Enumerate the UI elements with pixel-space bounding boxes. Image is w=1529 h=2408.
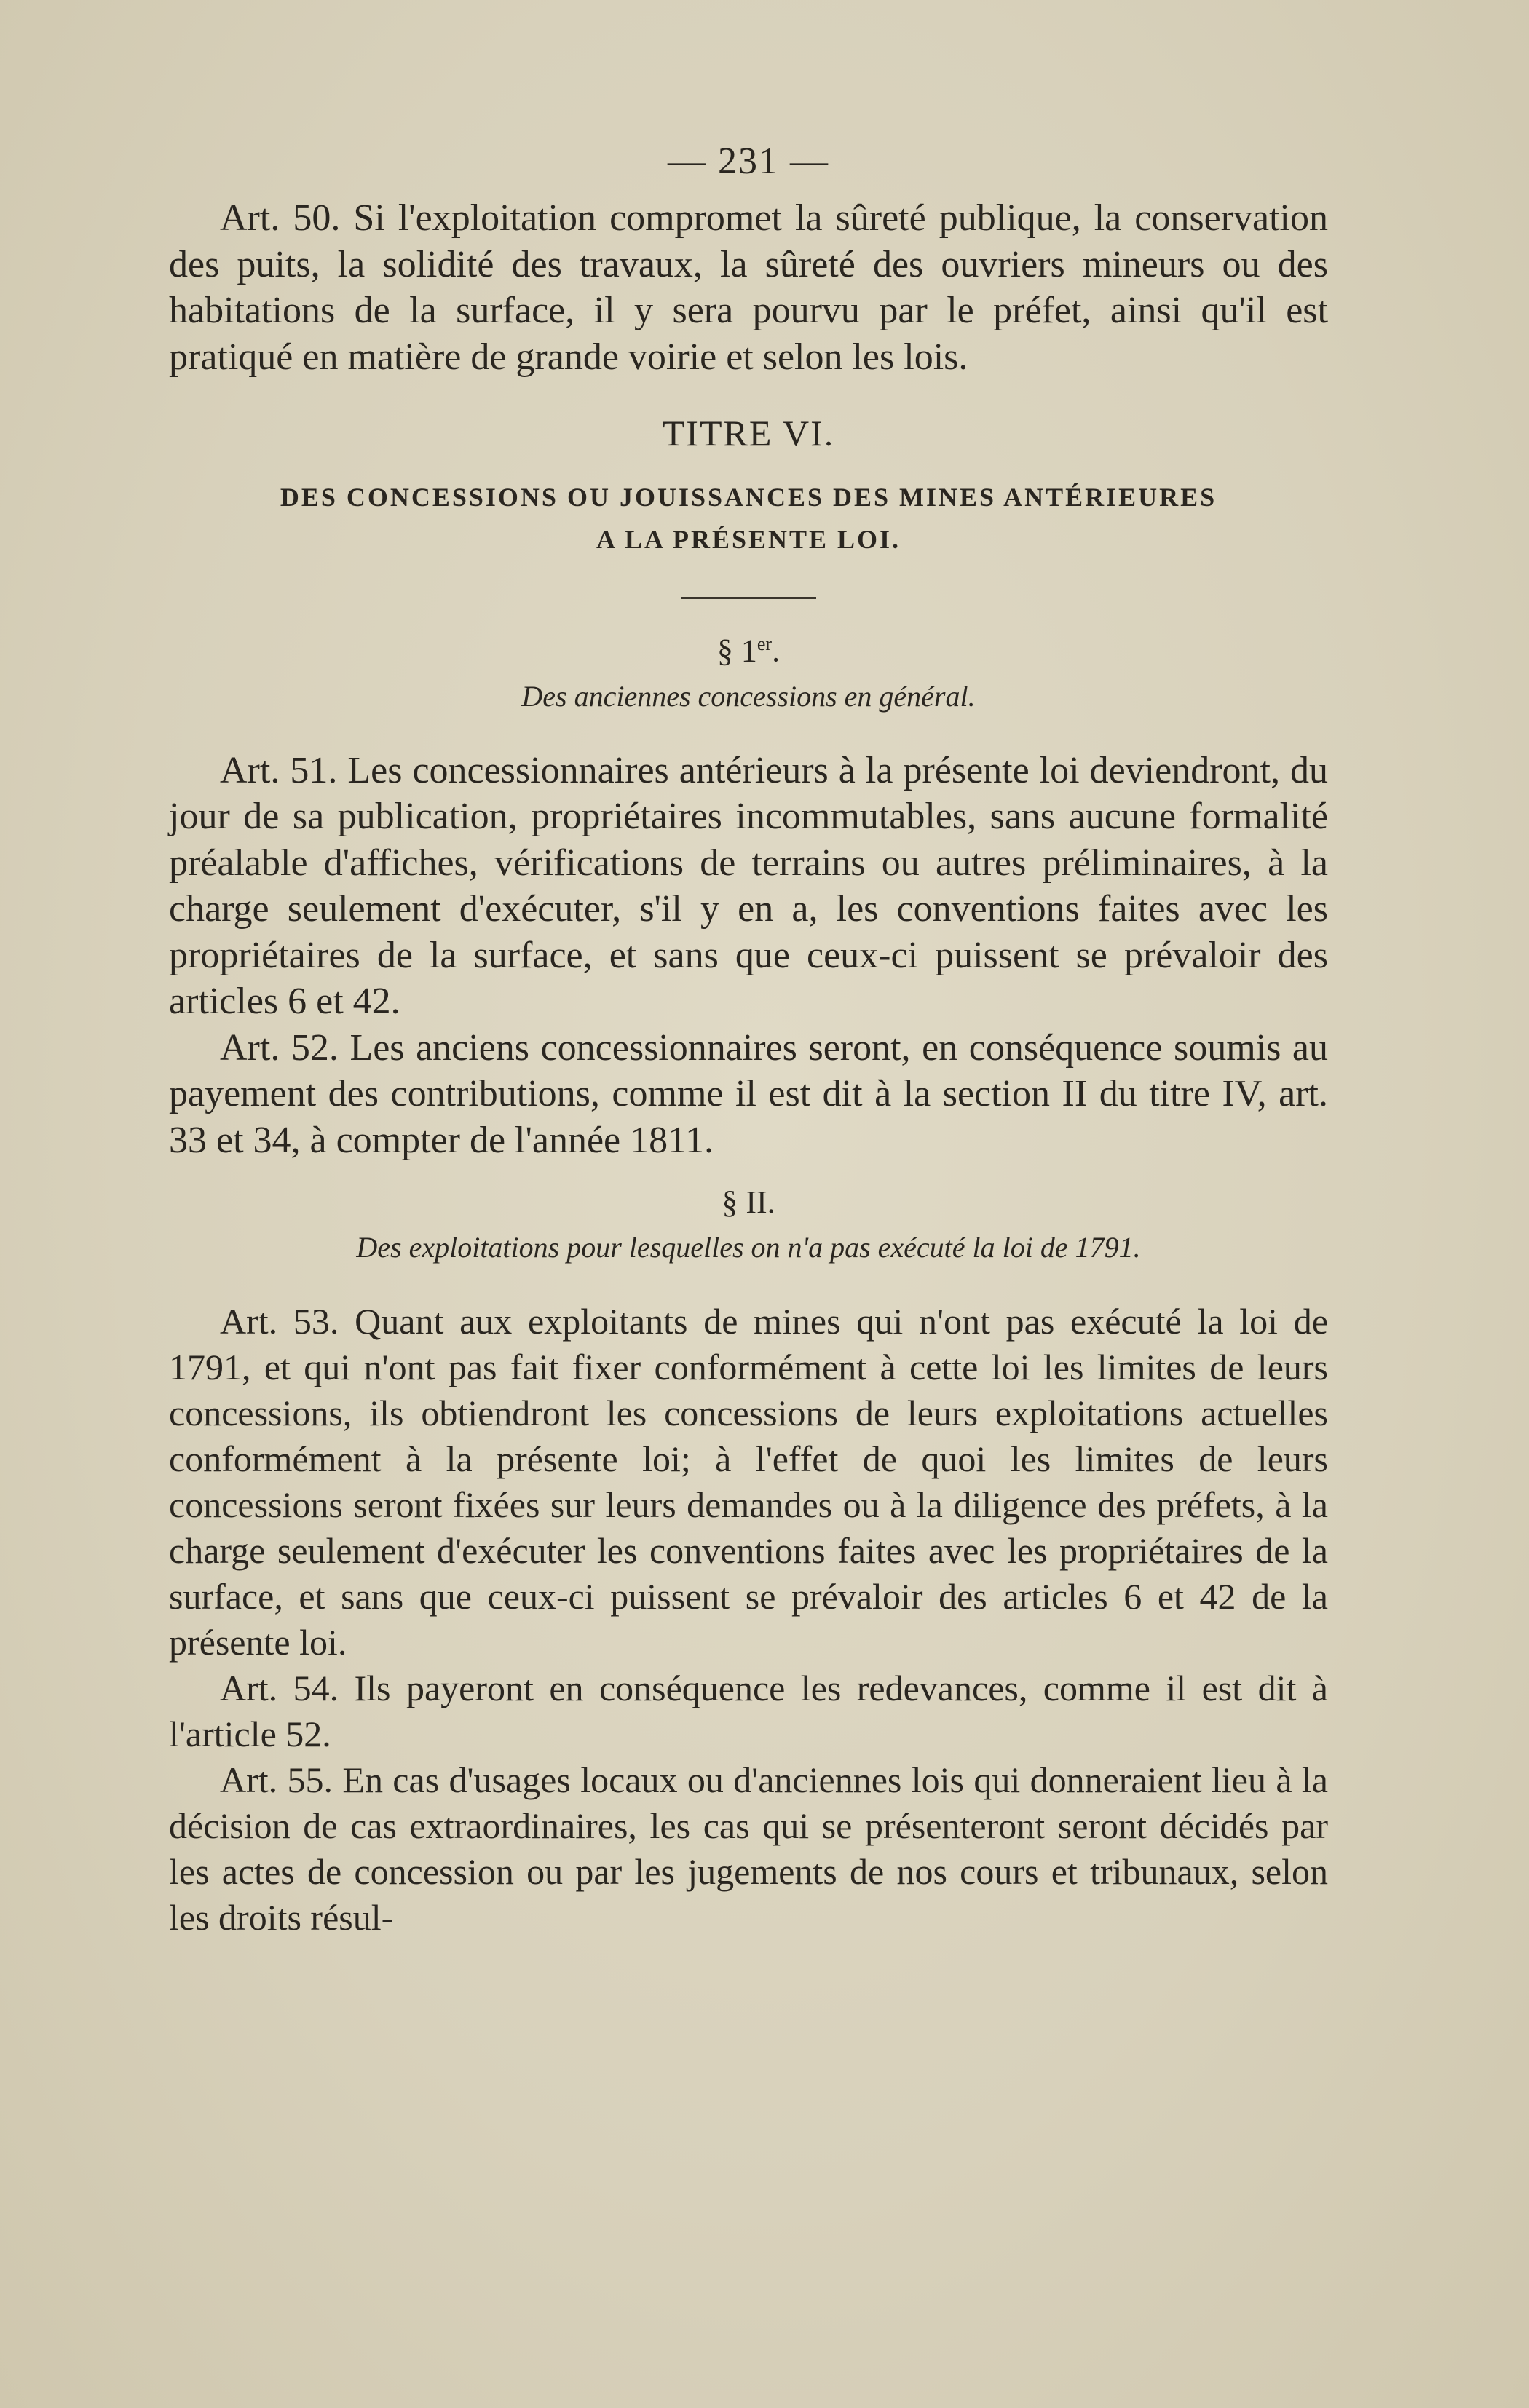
article-52: Art. 52. Les anciens concessionnaires seront, en conséquence soumis au payement des contributions, comme il est dit à la section II du titre IV, art. 33 et 34, à compter de l'année 1811. — [169, 1026, 1328, 1161]
section-1-superscript: er — [756, 633, 773, 654]
page-number: — 231 — — [668, 140, 829, 182]
titre-subtitle-line-1: DES CONCESSIONS OU JOUISSANCES DES MINES ANTÉRIEURES — [280, 483, 1217, 512]
article-53: Art. 53. Quant aux exploitants de mines qui n'ont pas exécuté la loi de 1791, et qui n'ont pas fait fixer conformément à cette loi les limites de leurs concessions, ils obtiendront les concessions de leurs exploitations actuelles conformément à la présente loi; à l'effet de quoi les limites de leurs concessions seront fixées sur leurs demandes ou à la diligence des préfets, à la charge seulement d'exécuter les conventions faites avec les propriétaires de la surface, et sans que ceux-ci puissent se prévaloir des articles 6 et 42 de la présente loi. — [169, 1301, 1328, 1663]
article-50: Art. 50. Si l'exploitation compromet la sûreté publique, la conservation des puits, la solidité des travaux, la sûreté des ouvriers mineurs ou des habitations de la surface, il y sera pourvu par le préfet, ainsi qu'il est pratiqué en matière de grande voirie et selon les lois. — [169, 197, 1328, 378]
section-2-mark: § II. — [722, 1184, 775, 1221]
section-1-period: . — [772, 633, 781, 669]
section-1-mark — [169, 621, 1328, 675]
section-1-heading: Des anciennes concessions en général. — [521, 679, 976, 713]
titre-heading: TITRE VI. — [662, 413, 835, 454]
section-1-symbol: § 1 — [716, 633, 757, 669]
section-divider-rule — [681, 597, 816, 599]
title-block — [169, 408, 1328, 561]
article-55: Art. 55. En cas d'usages locaux ou d'anciennes lois qui donneraient lieu à la décision de cas extraordinaires, les cas qui se présenteront seront décidés par les actes de concession ou par les jugements de nos cours et tribunaux, selon les droits résul- — [169, 1759, 1328, 1938]
article-54: Art. 54. Ils payeront en conséquence les redevances, comme il est dit à l'article 52. — [169, 1668, 1328, 1755]
article-51: Art. 51. Les concessionnaires antérieurs à la présente loi deviendront, du jour de sa publication, propriétaires incommutables, sans aucune formalité préalable d'affiches, vérifications de terrains ou autres préliminaires, à la charge seulement d'exécuter, s'il y en a, les conventions faites avec les propriétaires de la surface, et sans que ceux-ci puissent se prévaloir des articles 6 et 42. — [169, 749, 1328, 1023]
text-column — [169, 131, 1328, 1941]
section-2-heading: Des exploitations pour lesquelles on n'a pas exécuté la loi de 1791. — [356, 1231, 1141, 1264]
titre-subtitle-line-2: A LA PRÉSENTE LOI. — [596, 525, 901, 554]
